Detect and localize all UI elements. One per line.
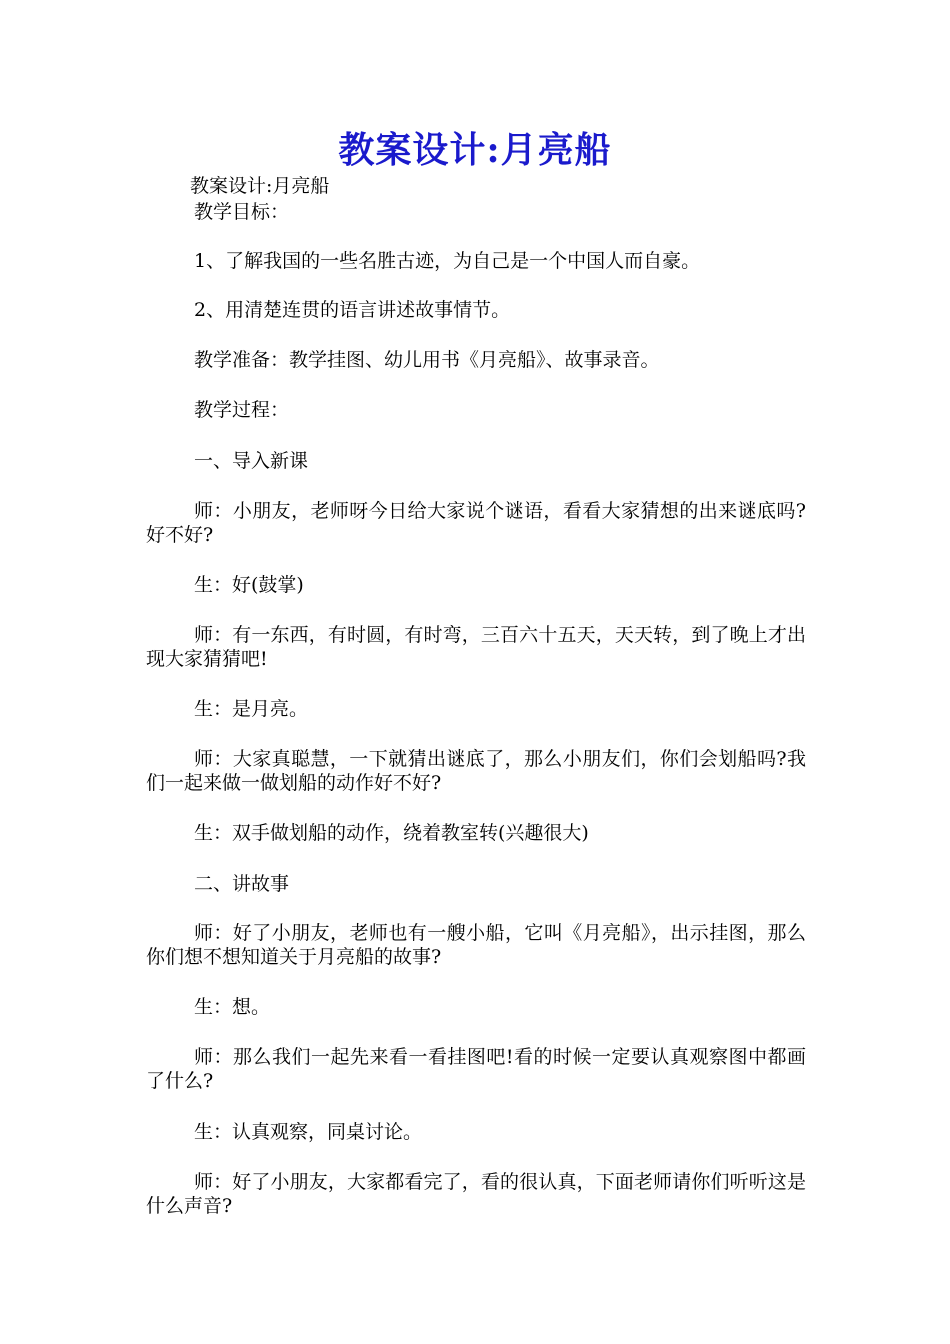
- paragraph: 教学过程：: [194, 399, 290, 421]
- paragraph: 生：双手做划船的动作，绕着教室转(兴趣很大): [194, 822, 589, 844]
- paragraph: 1、了解我国的一些名胜古迹，为自己是一个中国人而自豪。: [194, 250, 701, 272]
- paragraph: 教学准备：教学挂图、幼儿用书《月亮船》、故事录音。: [194, 349, 660, 371]
- paragraph: 师：那么我们一起先来看一看挂图吧!看的时候一定要认真观察图中都画了什么?: [146, 1046, 806, 1092]
- paragraph: 一、导入新课: [194, 450, 309, 472]
- paragraph: 生：是月亮。: [194, 698, 309, 720]
- paragraph: 师：好了小朋友，大家都看完了，看的很认真，下面老师请你们听听这是什么声音?: [146, 1171, 806, 1217]
- paragraph: 师：有一东西，有时圆，有时弯，三百六十五天，天天转，到了晚上才出现大家猜猜吧!: [146, 624, 806, 670]
- paragraph: 师：小朋友，老师呀今日给大家说个谜语，看看大家猜想的出来谜底吗?好不好?: [146, 500, 806, 546]
- paragraph: 生：认真观察，同桌讨论。: [194, 1121, 423, 1143]
- paragraph: 生：想。: [194, 996, 271, 1018]
- document-title: 教案设计:月亮船: [338, 129, 612, 171]
- document-subtitle: 教案设计:月亮船: [190, 175, 330, 197]
- paragraph: 2、用清楚连贯的语言讲述故事情节。: [194, 299, 511, 321]
- paragraph: 教学目标：: [194, 201, 290, 223]
- paragraph: 二、讲故事: [194, 873, 290, 895]
- paragraph: 师：好了小朋友，老师也有一艘小船，它叫《月亮船》，出示挂图，那么你们想不想知道关于月亮船的故事?: [146, 922, 806, 968]
- paragraph: 生：好(鼓掌): [194, 574, 304, 596]
- paragraph: 师：大家真聪慧，一下就猜出谜底了，那么小朋友们，你们会划船吗?我们一起来做一做划船的动作好不好?: [146, 748, 806, 794]
